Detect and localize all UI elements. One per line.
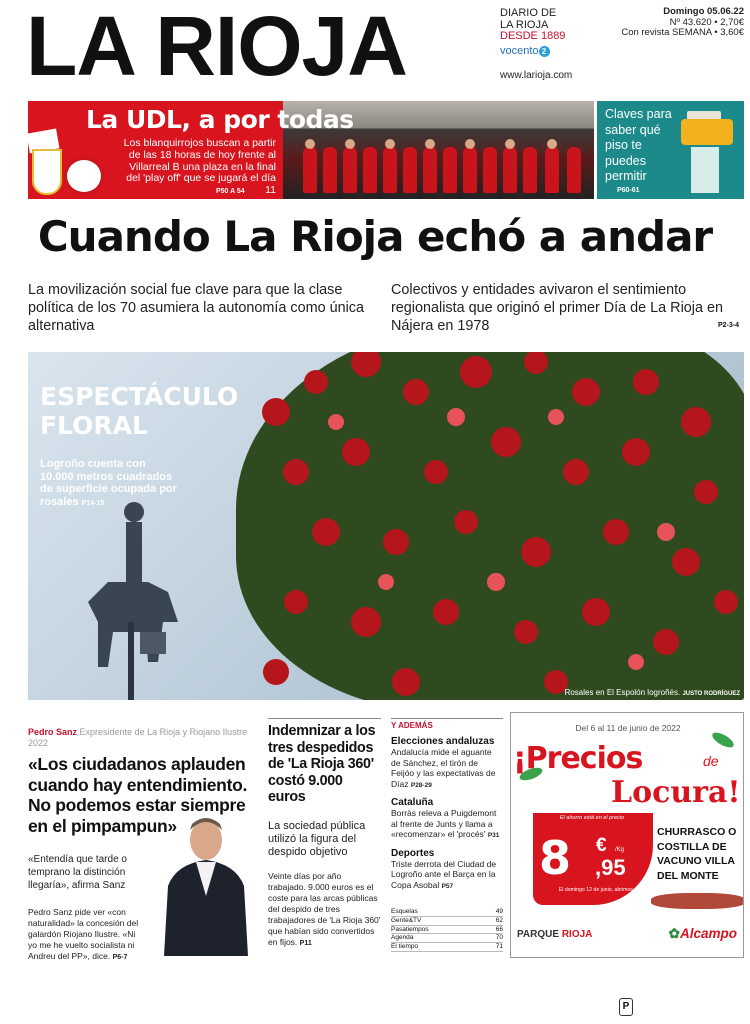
photo-pages: P14-15 (81, 499, 105, 507)
issue-meta (621, 7, 744, 39)
index-page: 71 (495, 943, 503, 951)
ad-headline-locura: Locura! (611, 775, 741, 810)
ademas-item-head[interactable]: Deportes (391, 847, 435, 859)
index-label: El tiempo (391, 943, 419, 951)
index-label: Agenda (391, 934, 414, 942)
photo-title[interactable] (40, 382, 238, 440)
masthead-tagline (500, 8, 565, 43)
ademas-item-pages: P31 (487, 832, 500, 839)
index-page: 62 (495, 916, 503, 924)
ademas-item-pages: P57 (441, 882, 454, 890)
rose-flowers (236, 352, 744, 700)
photo-title-line: ESPECTÁCULO (40, 382, 239, 411)
issue-number-price: Nº 43.620 • 2,70€ (669, 16, 744, 28)
story-indemnizar-text: Veinte días por año trabajado. 9.000 euros es el coste para las arcas públicas del despido de tres trabajadores de 'La Rioja 360' que habían sido convertidos en fijos. P11 (268, 870, 381, 947)
story-indemnizar-deck: La sociedad pública utilizó la figura del despido objetivo (268, 819, 366, 858)
promo-claves-headline[interactable]: Claves para saber qué piso te puedes permitir (605, 107, 672, 183)
interview-quote[interactable]: «Los ciudadanos aplauden cuando hay entendimiento. No podemos estar siempre en el pimpampun» (28, 754, 248, 836)
interview-pages: P6-7 (112, 954, 128, 961)
photo-title-line: FLORAL (40, 411, 148, 440)
issue-supplement: Con revista SEMANA • 3,60€ (621, 27, 744, 38)
photo-body: Logroño cuenta con 10.000 metros cuadrados de superficie ocupada por rosales P14-15 (40, 458, 177, 508)
price-decimals: ,95 (595, 855, 626, 880)
alcampo-brand: Alcampo (679, 926, 737, 941)
issue-date: Domingo 05.06.22 (663, 6, 744, 17)
ademas-item-text: Andalucía mide el aguante de Sánchez, el tirón de Feijóo y las expectativas de Díaz P28-29 (391, 747, 496, 789)
ademas-label: Y ADEMÁS (391, 718, 503, 730)
portrait-photo (160, 806, 252, 956)
ad-headline-de: de (703, 753, 719, 769)
rose-bush (236, 352, 744, 700)
meat-image (651, 893, 744, 909)
lead-headline[interactable]: Cuando La Rioja echó a andar (37, 212, 713, 261)
receipt-icon (691, 147, 719, 193)
ad-savings-text: El ahorro está en el precio (559, 815, 625, 821)
ademas-item[interactable] (391, 797, 503, 842)
index-row[interactable] (391, 934, 503, 943)
ad-headline-precios: ¡Precios (513, 741, 643, 776)
index-label: Gente&TV (391, 916, 422, 924)
tagline-since: DESDE 1889 (500, 30, 566, 42)
price-unit: /Kg (615, 847, 625, 853)
alcampo-bird-icon: ✿ (668, 926, 680, 941)
interview-lead: «Entendía que tarde o temprano la distinción llegaría», afirma Sanz (28, 854, 127, 891)
main-photo[interactable] (28, 352, 744, 700)
ademas-section (391, 718, 503, 892)
calculator-icon (681, 119, 733, 145)
tagline-line: DIARIO DE (500, 7, 557, 19)
interview-kicker (28, 727, 260, 749)
section-index (391, 908, 503, 952)
index-row[interactable] (391, 943, 503, 952)
club-crest-icon (32, 149, 62, 195)
promo-udl-body: Los blanquirrojos buscan a partir de las 18 horas de hoy frente al Villarreal B una plaza en la final del 'play off' que se jugará el día 11 (123, 137, 276, 197)
index-page: 70 (495, 934, 503, 942)
lead-sub-left: La movilización social fue clave para que la clase política de los 70 asumiera la autonomía como única alternativa (28, 282, 364, 334)
ad-note: El domingo 12 de junio, abrimos de 9 de la mañana a 10 de la noche (558, 887, 718, 893)
tagline-line: LA RIOJA (500, 18, 549, 31)
price-currency: € (596, 835, 607, 856)
club-badge-icon (64, 157, 104, 195)
ademas-item[interactable] (391, 848, 503, 893)
ademas-item-text: Triste derrota del Ciudad de Logroño ante el Barça en la Copa Asobal P57 (391, 858, 497, 890)
pdf-icon[interactable]: P (619, 998, 633, 1016)
index-row[interactable] (391, 908, 503, 917)
parque-rioja-logo: PARQUE RIOJA (517, 929, 593, 940)
photo-caption: Rosales en El Espolón logroñés. JUSTO RODRÍGUEZ (564, 688, 740, 697)
price-integer: 8 (539, 831, 572, 885)
story-indemnizar[interactable] (268, 718, 381, 949)
index-row[interactable] (391, 926, 503, 935)
vocento-mark: 2 (539, 46, 550, 57)
index-label: Esquelas (391, 908, 418, 915)
interview-text: Pedro Sanz pide ver «con naturalidad» la concesión del galardón Riojano Ilustre. «Ni yo me he vuelto socialista ni Andreu del PP», dice. P6-7 (28, 907, 139, 961)
ad-dates: Del 6 al 11 de junio de 2022 (575, 723, 681, 733)
vocento-logo (500, 45, 550, 57)
masthead-logo[interactable]: LA RIOJA (26, 0, 407, 93)
index-row[interactable] (391, 917, 503, 926)
story-indemnizar-headline[interactable]: Indemnizar a los tres despedidos de 'La Rioja 360' costó 9.000 euros (268, 723, 376, 805)
ad-product: CHURRASCO O COSTILLA DE VACUNO VILLA DEL MONTE (657, 826, 737, 882)
advertisement-alcampo[interactable] (510, 712, 744, 958)
site-url[interactable]: www.larioja.com (500, 70, 573, 81)
lead-pages: P2-3-4 (718, 322, 740, 329)
alcampo-logo (669, 926, 737, 942)
ademas-item-pages: P28-29 (410, 781, 432, 789)
interview-name: Pedro Sanz (28, 727, 78, 737)
promo-claves[interactable] (597, 101, 744, 199)
promo-udl[interactable] (28, 101, 594, 199)
promo-udl-pages: P50 A 54 (216, 188, 245, 195)
story-indemnizar-pages: P11 (299, 939, 312, 947)
vocento-name: vocento (500, 45, 539, 57)
photo-credit: JUSTO RODRÍGUEZ (682, 691, 740, 697)
interview-role: Expresidente de La Rioja y Riojano Ilustre 2022 (28, 727, 248, 748)
ademas-item-head[interactable]: Cataluña (391, 797, 434, 808)
ademas-item[interactable] (391, 736, 503, 791)
promo-udl-headline[interactable]: La UDL, a por todas (86, 105, 354, 134)
promo-claves-pages: P60-61 (617, 187, 640, 194)
index-page: 66 (495, 925, 503, 933)
ademas-item-text: Borràs releva a Puigdemont al frente de Junts y llama a «recomenzar» el 'procés' P31 (391, 808, 500, 839)
lead-sub-right: Colectivos y entidades avivaron el sentimiento regionalista que originó el primer Día de La Rioja en Nájera en 1978 (391, 282, 723, 334)
index-page: 49 (495, 908, 503, 915)
equestrian-statue-silhouette (68, 482, 188, 700)
ademas-item-head[interactable]: Elecciones andaluzas (391, 736, 495, 747)
index-label: Pasatiempos (391, 925, 429, 933)
